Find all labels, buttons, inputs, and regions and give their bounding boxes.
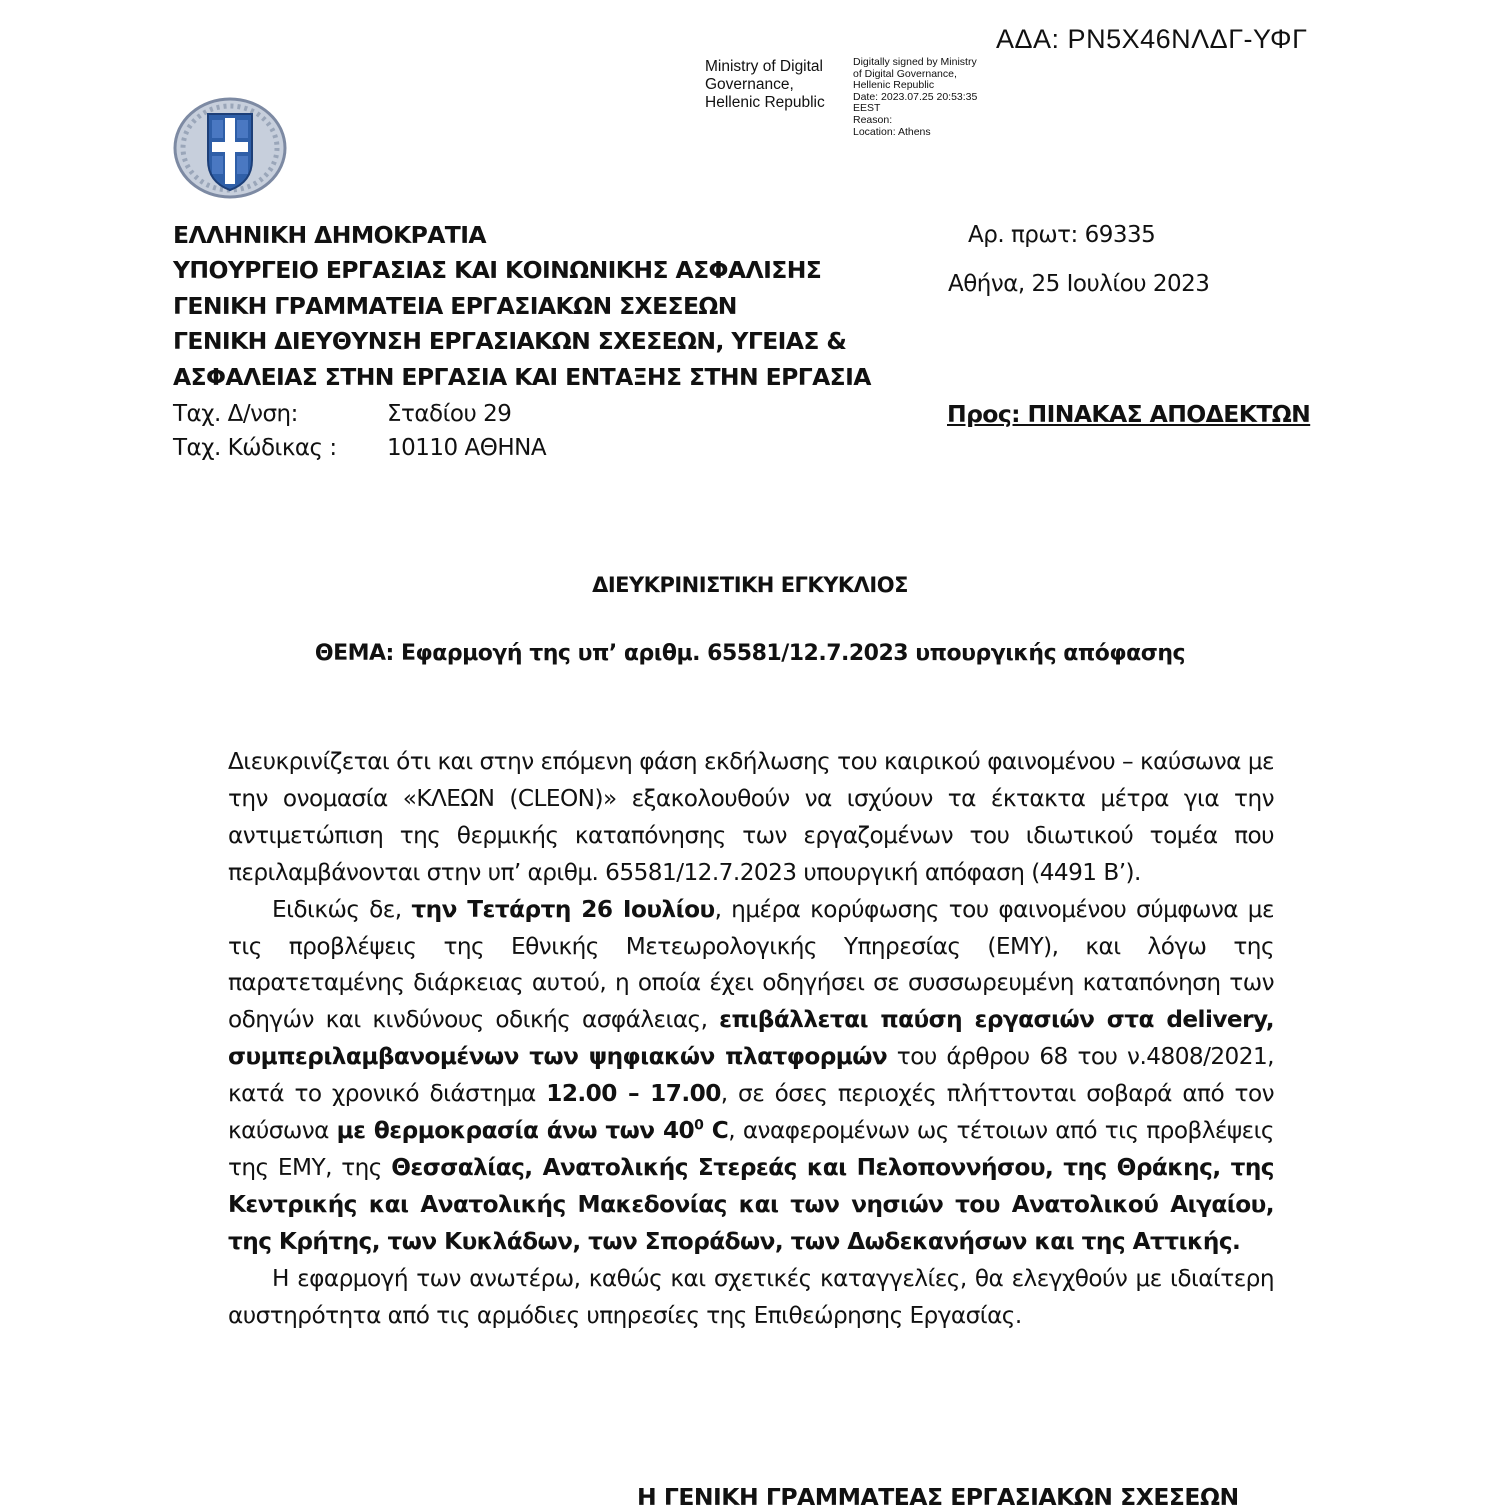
signature-detail-line: Hellenic Republic (853, 79, 935, 92)
street-label: Ταχ. Δ/νση: (173, 401, 298, 427)
protocol-number: Αρ. πρωτ: 69335 (968, 222, 1156, 248)
paragraph-text-run: 0 (694, 1117, 704, 1134)
postcode-value: 10110 ΑΘΗΝΑ (387, 435, 547, 461)
paragraph-text-run: Θεσσαλίας, Ανατολικής Στερεάς και Πελοποννήσου, της Θράκης, της Κεντρικής και Ανατολικής Μακεδονίας και των νησιών του Ανατολικού Αιγαίου, της Κρήτης, των Κυκλάδων, των Σποράδων, των Δωδεκανήσων και της Αττικής. (228, 1153, 1275, 1255)
paragraph-text-run: , ημέρα κορύφωσης του φαινομένου σύμφωνα με τις προβλέψεις της Εθνικής Μετεωρολογικής Υπηρεσίας (ΕΜΥ), και λόγω της παρατεταμένης διάρκειας αυτού, η οποία έχει οδηγήσει σε συσσωρευμένη καταπόνηση των οδηγών και κινδύνους οδικής ασφάλειας, (228, 895, 1274, 1034)
paragraph-text-run: του άρθρου 68 του ν.4808/2021, κατά το χρονικό διάστημα (228, 1043, 1274, 1108)
document-body (228, 744, 1274, 1335)
signer-line: Hellenic Republic (705, 94, 825, 111)
document-type-heading: ΔΙΕΥΚΡΙΝΙΣΤΙΚΗ ΕΓΚΥΚΛΙΟΣ (592, 573, 908, 597)
greek-coat-of-arms-icon (172, 96, 292, 200)
paragraph-text-run: Ειδικώς δε, (272, 895, 412, 923)
body-paragraph-3: Η εφαρμογή των ανωτέρω, καθώς και σχετικές καταγγελίες, θα ελεγχθούν με ιδιαίτερη αυστηρότητα από τις αρμόδιες υπηρεσίες της Επιθεώρησης Εργασίας. (228, 1264, 1274, 1329)
authority-line: ΓΕΝΙΚΗ ΓΡΑΜΜΑΤΕΙΑ ΕΡΓΑΣΙΑΚΩΝ ΣΧΕΣΕΩΝ (173, 291, 737, 320)
signature-detail-line: of Digital Governance, (853, 67, 957, 80)
signature-detail-line: EEST (853, 102, 881, 115)
signer-line: Ministry of Digital (705, 58, 823, 75)
authority-line: ΕΛΛΗΝΙΚΗ ΔΗΜΟΚΡΑΤΙΑ (173, 221, 486, 249)
signature-details (853, 57, 977, 138)
authority-line: ΓΕΝΙΚΗ ΔΙΕΥΘΥΝΣΗ ΕΡΓΑΣΙΑΚΩΝ ΣΧΕΣΕΩΝ, ΥΓΕΙΑΣ & (173, 327, 847, 356)
signature-detail-line: Reason: (853, 113, 893, 126)
subject-line: ΘΕΜΑ: Εφαρμογή της υπ’ αριθμ. 65581/12.7.2023 υπουργικής απόφασης (314, 641, 1186, 666)
body-paragraph-2 (228, 892, 1274, 1261)
paragraph-text-run: , σε όσες περιοχές πλήττονται σοβαρά από τον καύσωνα (228, 1080, 1274, 1145)
signature-signer (705, 58, 825, 112)
ada-code: ΑΔΑ: ΡΝ5Χ46ΝΛΔΓ-ΥΦΓ (996, 24, 1308, 54)
authority-line: ΑΣΦΑΛΕΙΑΣ ΣΤΗΝ ΕΡΓΑΣΙΑ ΚΑΙ ΕΝΤΑΞΗΣ ΣΤΗΝ ΕΡΓΑΣΙΑ (173, 362, 871, 391)
signatory-title: Η ΓΕΝΙΚΗ ΓΡΑΜΜΑΤΕΑΣ ΕΡΓΑΣΙΑΚΩΝ ΣΧΕΣΕΩΝ (637, 1483, 1239, 1511)
signature-detail-line: Date: 2023.07.25 20:53:35 (853, 90, 978, 103)
document-date: Αθήνα, 25 Ιουλίου 2023 (948, 271, 1210, 297)
signer-line: Governance, (705, 76, 794, 93)
body-paragraph-1: Διευκρινίζεται ότι και στην επόμενη φάση εκδήλωσης του καιρικού φαινομένου – καύσωνα με την ονομασία «ΚΛΕΩΝ (CLEON)» εξακολουθούν να ισχύουν τα έκτακτα μέτρα για την αντιμετώπιση της θερμικής καταπόνησης των εργαζομένων του ιδιωτικού τομέα που περιλαμβάνονται στην υπ’ αριθμ. 65581/12.7.2023 υπουργική απόφαση (4491 Β’). (228, 748, 1274, 886)
authority-line: ΥΠΟΥΡΓΕΙΟ ΕΡΓΑΣΙΑΣ ΚΑΙ ΚΟΙΝΩΝΙΚΗΣ ΑΣΦΑΛΙΣΗΣ (173, 256, 822, 285)
signature-detail-line: Location: Athens (853, 125, 931, 138)
paragraph-text-run: 12.00 – 17.00 (546, 1080, 721, 1108)
issuing-authority (173, 218, 871, 395)
paragraph-text-run: C (703, 1117, 729, 1145)
signature-detail-line: Digitally signed by Ministry (853, 56, 977, 68)
recipient-line: Προς: ΠΙΝΑΚΑΣ ΑΠΟΔΕΚΤΩΝ (947, 400, 1311, 428)
street-value: Σταδίου 29 (387, 401, 512, 427)
paragraph-text-run: , αναφερομένων ως τέτοιων από τις προβλέψεις της ΕΜΥ, της (228, 1117, 1274, 1181)
paragraph-text-run: με θερμοκρασία άνω των 40 (336, 1117, 695, 1145)
paragraph-text-run: την Τετάρτη 26 Ιουλίου (411, 895, 715, 923)
paragraph-text-run: επιβάλλεται παύση εργασιών στα delivery, συμπεριλαμβανομένων των ψηφιακών πλατφορμών (228, 1006, 1274, 1071)
postcode-label: Ταχ. Κώδικας : (173, 435, 337, 461)
